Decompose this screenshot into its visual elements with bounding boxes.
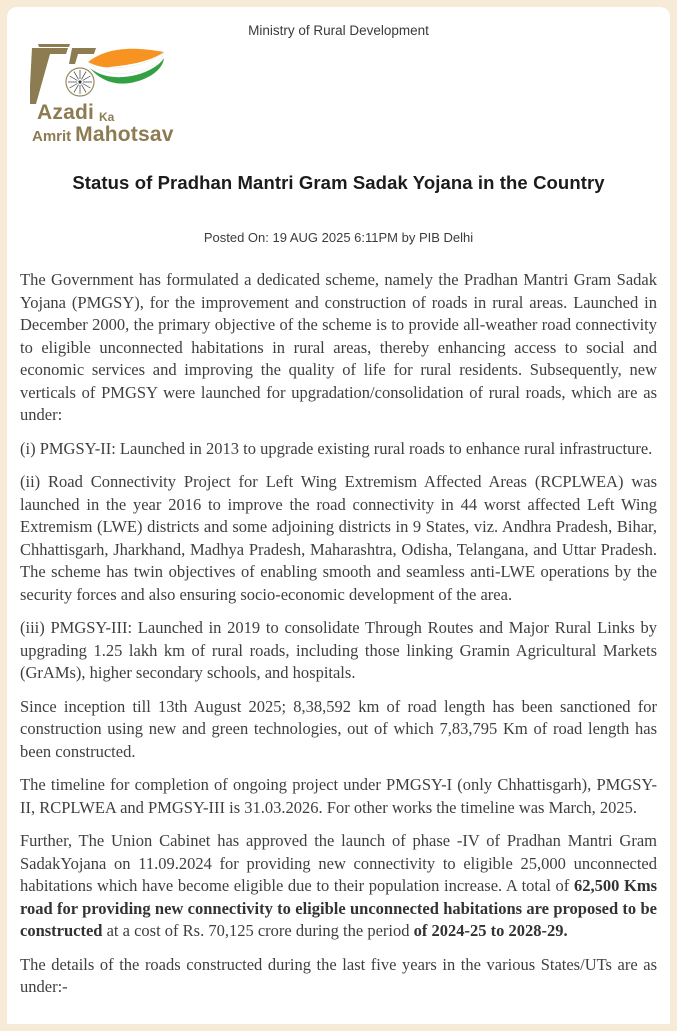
paragraph-timeline: The timeline for completion of ongoing project under PMGSY-I (only Chhattisgarh), PMGSY-II, RCPLWEA and PMGSY-III is 31.03.2026. For other works the timeline was March, 2025. <box>20 775 657 817</box>
paragraph-pmgsy-4 <box>20 830 657 943</box>
india-flag-icon <box>88 49 164 84</box>
posted-on-text: Posted On: 19 AUG 2025 6:11PM by PIB Delhi <box>203 230 474 246</box>
ashoka-chakra-icon <box>66 68 94 96</box>
paragraph-progress-figures: Since inception till 13th August 2025; 8,38,592 km of road length has been sanctioned for construction using new and green technologies, out of which 7,83,795 Km of road length has been constructed. <box>20 696 657 761</box>
paragraph-pmgsy-2: (i) PMGSY-II: Launched in 2013 to upgrade existing rural roads to enhance rural infrastructure. <box>20 438 653 458</box>
press-release-body <box>20 269 657 999</box>
logo-wordmark <box>30 102 180 146</box>
paragraph-details-lead-in: The details of the roads constructed during the last five years in the various States/UTs are as under:- <box>20 954 657 997</box>
pmgsy-4-bold-period: of 2024-25 to 2028-29. <box>413 921 568 941</box>
logo-word-ka: Ka <box>99 110 115 124</box>
press-release-card <box>7 7 670 1024</box>
pmgsy-4-text-cost: at a cost of Rs. 70,125 crore during the period <box>102 921 414 941</box>
page-frame <box>0 7 677 1031</box>
paragraph-rcplwea: (ii) Road Connectivity Project for Left Wing Extremism Affected Areas (RCPLWEA) was launched in the year 2016 to improve the road connectivity in 44 worst affected Left Wing Extremism (LWE) districts and some adjoining districts in 9 States, viz. Andhra Pradesh, Bihar, Chhattisgarh, Jharkhand, Madhya Pradesh, Maharashtra, Odisha, Telangana, and Uttar Pradesh. The scheme has twin objectives of enabling smooth and seamless anti-LWE operations by the security forces and also ensuring socio-economic development of the area. <box>20 472 657 604</box>
pmgsy-4-bold-kms: 62,500 Kms road for providing new connectivity to eligible unconnected habitations are proposed to be constructed <box>20 876 657 941</box>
azadi-ka-amrit-mahotsav-logo[interactable] <box>30 42 180 146</box>
pmgsy-4-text-start: Further, The Union Cabinet has approved the launch of phase -IV of Pradhan Mantri Gram SadakYojana on 11.09.2024 for providing new connectivity to eligible 25,000 unconnected habitations which have become eligible due to their population increase. A total of <box>20 831 657 896</box>
logo-word-azadi: Azadi <box>37 101 95 124</box>
logo-word-mahotsav: Mahotsav <box>75 123 174 147</box>
ministry-name: Ministry of Rural Development <box>248 23 429 38</box>
logo-graphic <box>30 42 170 110</box>
paragraph-pmgsy-3: (iii) PMGSY-III: Launched in 2019 to consolidate Through Routes and Major Rural Links by upgrading 1.25 lakh km of rural roads, including those linking Gramin Agricultural Markets (GrAMs), higher secondary schools, and hospitals. <box>20 618 657 683</box>
page-title: Status of Pradhan Mantri Gram Sadak Yojana in the Country <box>72 172 605 194</box>
logo-word-amrit: Amrit <box>32 128 72 146</box>
paragraph-intro: The Government has formulated a dedicated scheme, namely the Pradhan Mantri Gram Sadak Yojana (PMGSY), for the improvement and construction of roads in rural areas. Launched in December 2000, the primary objective of the scheme is to provide all-weather road connectivity to eligible unconnected habitations in rural areas, thereby enhancing access to social and economic services and improving the quality of life for rural residents. Subsequently, new verticals of PMGSY were launched for upgradation/consolidation of rural roads, which are as under: <box>20 270 657 425</box>
